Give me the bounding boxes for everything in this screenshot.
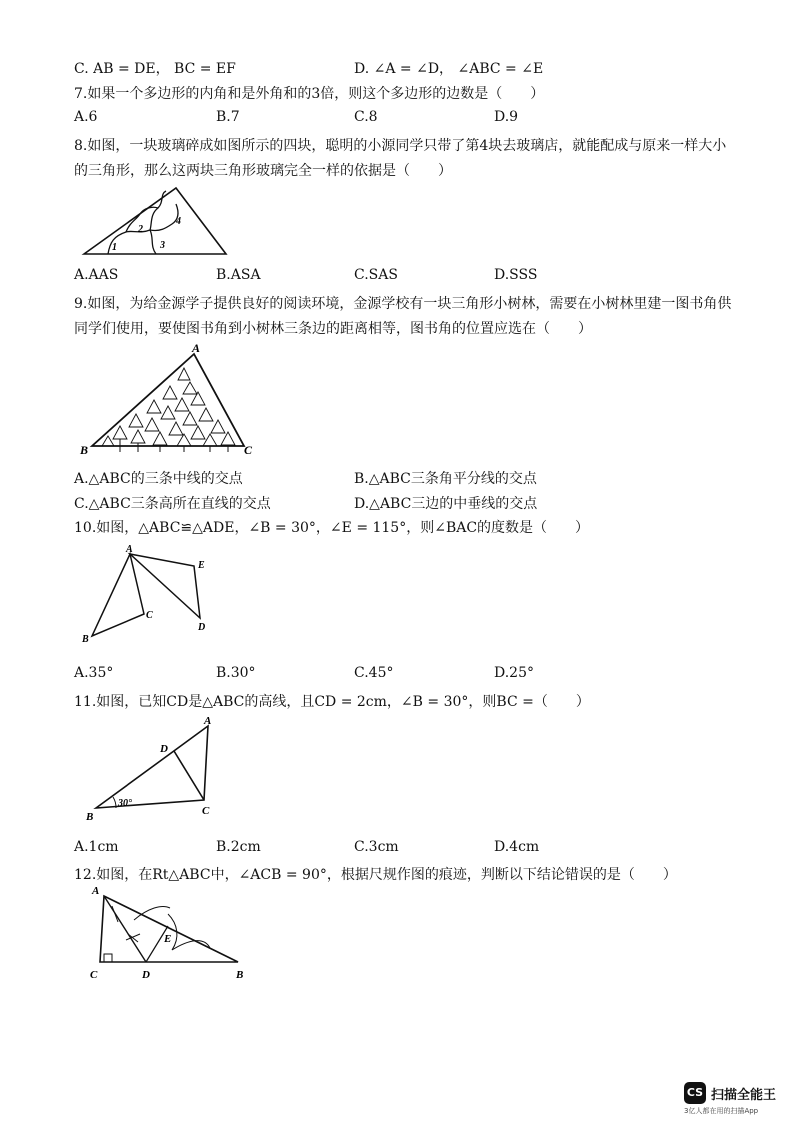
q11-option-c: C.3cm <box>354 839 399 855</box>
q11-altitude-triangle-figure <box>86 715 226 824</box>
q9-tree-triangle-figure <box>80 342 260 460</box>
q10-option-b: B.30° <box>216 665 256 681</box>
scanner-watermark <box>684 1082 784 1116</box>
q8-piece-label-3: 3 <box>160 240 165 251</box>
q12-vertex-e: E <box>164 933 172 945</box>
q10-question: 10.如图，△ABC≌△ADE，∠B = 30°，∠E = 115°，则∠BAC的度数是（ ） <box>74 520 590 536</box>
q8-piece-label-4: 4 <box>176 216 181 227</box>
q9-question-line2: 同学们使用，要使图书角到小树林三条边的距离相等，图书角的位置应选在（ ） <box>74 321 592 337</box>
q8-broken-glass-figure <box>80 184 230 258</box>
q10-congruent-triangles-figure <box>80 542 220 646</box>
q9-vertex-c: C <box>244 443 253 457</box>
q8-option-d: D.SSS <box>494 267 538 283</box>
scanner-tagline: 3亿人都在用的扫描App <box>684 1107 759 1115</box>
q10-option-c: C.45° <box>354 665 394 681</box>
q10-vertex-a: A <box>126 544 133 555</box>
q9-vertex-b: B <box>80 443 89 457</box>
q8-piece-label-2: 2 <box>138 224 143 235</box>
q12-vertex-a: A <box>92 885 100 897</box>
q12-compass-construction-figure <box>88 884 258 984</box>
q10-vertex-c: C <box>146 610 153 621</box>
q10-vertex-d: D <box>198 622 206 633</box>
q10-option-d: D.25° <box>494 665 534 681</box>
q9-option-d: D.△ABC三边的中垂线的交点 <box>354 496 538 512</box>
q11-vertex-c: C <box>202 805 210 817</box>
q10-vertex-b: B <box>82 634 89 645</box>
q9-option-b: B.△ABC三条角平分线的交点 <box>354 471 537 487</box>
q7-option-a: A.6 <box>74 109 98 125</box>
q10-option-a: A.35° <box>74 665 114 681</box>
q9-option-a: A.△ABC的三条中线的交点 <box>74 471 243 487</box>
q8-option-c: C.SAS <box>354 267 398 283</box>
q6-option-c: C. AB = DE， BC = EF <box>74 61 236 77</box>
q8-option-b: B.ASA <box>216 267 261 283</box>
q8-piece-label-1: 1 <box>112 242 117 253</box>
q11-option-d: D.4cm <box>494 839 540 855</box>
q6-option-d: D. ∠A = ∠D， ∠ABC = ∠E <box>354 61 544 77</box>
q11-vertex-d: D <box>160 743 168 755</box>
q12-vertex-d: D <box>142 969 150 981</box>
q12-vertex-b: B <box>236 969 244 981</box>
q12-vertex-c: C <box>90 969 98 981</box>
q8-option-a: A.AAS <box>74 267 119 283</box>
q11-angle-label: 30° <box>118 798 132 809</box>
q7-option-d: D.9 <box>494 109 519 125</box>
q11-vertex-b: B <box>86 811 94 823</box>
q10-vertex-e: E <box>198 560 205 571</box>
q9-vertex-a: A <box>192 341 201 355</box>
q7-option-c: C.8 <box>354 109 378 125</box>
q8-question-line2: 的三角形，那么这两块三角形玻璃完全一样的依据是（ ） <box>74 163 452 179</box>
q9-option-c: C.△ABC三条高所在直线的交点 <box>74 496 271 512</box>
q8-question-line1: 8.如图，一块玻璃碎成如图所示的四块，聪明的小源同学只带了第4块去玻璃店，就能配成与原来一样大小 <box>74 138 727 154</box>
q7-option-b: B.7 <box>216 109 240 125</box>
scanner-app-name: 扫描全能王 <box>711 1088 777 1103</box>
q12-question: 12.如图，在Rt△ABC中，∠ACB = 90°，根据尺规作图的痕迹，判断以下结论错误的是（ ） <box>74 867 677 883</box>
q9-question-line1: 9.如图，为给金源学子提供良好的阅读环境，金源学校有一块三角形小树林，需要在小树林里建一图书角供 <box>74 296 732 312</box>
q11-option-a: A.1cm <box>74 839 119 855</box>
q11-option-b: B.2cm <box>216 839 261 855</box>
q11-question: 11.如图，已知CD是△ABC的高线，且CD = 2cm，∠B = 30°，则BC =（ ） <box>74 694 590 710</box>
q7-question: 7.如果一个多边形的内角和是外角和的3倍，则这个多边形的边数是（ ） <box>74 86 545 102</box>
scanner-logo-icon: CS <box>684 1082 706 1104</box>
q11-vertex-a: A <box>204 715 212 727</box>
